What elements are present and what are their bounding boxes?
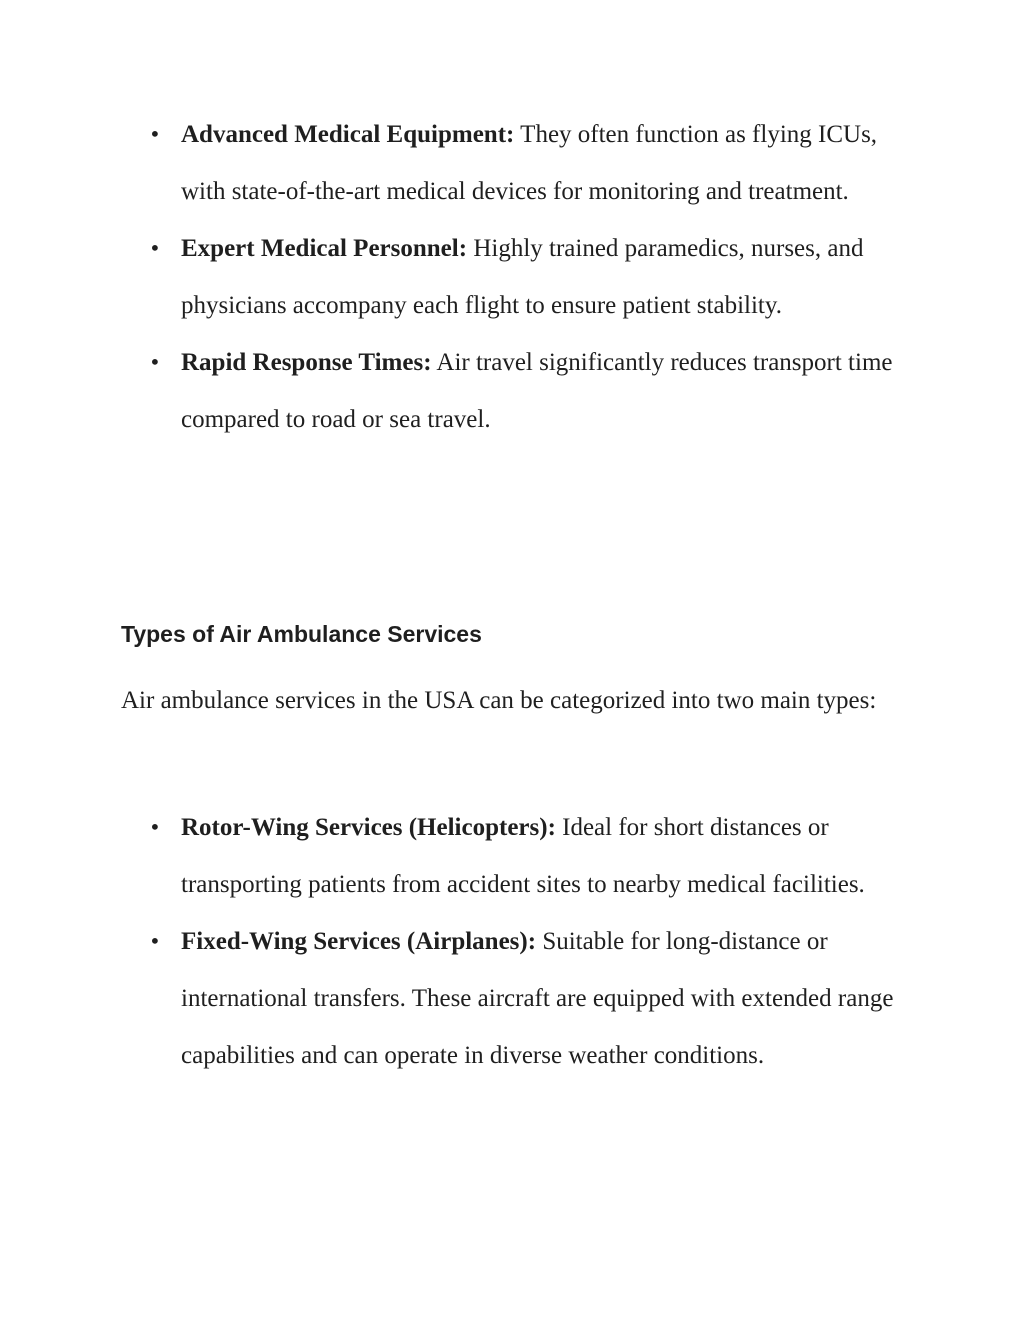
list-item-term: Rotor-Wing Services (Helicopters): [181, 814, 556, 841]
list-item-text [181, 799, 906, 913]
list-item-fixed-wing [0, 913, 1024, 1084]
list-item-advanced-equipment [0, 106, 1024, 220]
bullet-icon: • [149, 122, 161, 146]
list-item-description: Highly trained paramedics, nurses, and physicians accompany each flight to ensure patient stability. [181, 235, 864, 319]
section-intro-paragraph: Air ambulance services in the USA can be categorized into two main types: [121, 687, 877, 714]
bullet-icon: • [149, 815, 161, 839]
list-item-term: Rapid Response Times: [181, 349, 432, 376]
list-item-text [181, 106, 906, 220]
service-types-list [0, 799, 1024, 1084]
section-heading: Types of Air Ambulance Services [121, 621, 482, 647]
list-item-text [181, 334, 906, 448]
list-item-description: Ideal for short distances or transporting patients from accident sites to nearby medical facilities. [181, 814, 865, 898]
bullet-icon: • [149, 350, 161, 374]
list-item-text [181, 220, 906, 334]
list-item-term: Fixed-Wing Services (Airplanes): [181, 928, 537, 955]
bullet-icon: • [149, 236, 161, 260]
list-item-description: Air travel significantly reduces transport time compared to road or sea travel. [181, 349, 893, 433]
list-item-description: Suitable for long-distance or international transfers. These aircraft are equipped with extended range capabilities and can operate in diverse weather conditions. [181, 928, 894, 1069]
list-item-rotor-wing [0, 799, 1024, 913]
list-item-term: Advanced Medical Equipment: [181, 121, 515, 148]
list-item-description: They often function as flying ICUs, with state-of-the-art medical devices for monitoring and treatment. [181, 121, 878, 205]
features-list [0, 106, 1024, 448]
bullet-icon: • [149, 929, 161, 953]
list-item-term: Expert Medical Personnel: [181, 235, 468, 262]
list-item-response-times [0, 334, 1024, 448]
list-item-text [181, 913, 906, 1084]
list-item-medical-personnel [0, 220, 1024, 334]
